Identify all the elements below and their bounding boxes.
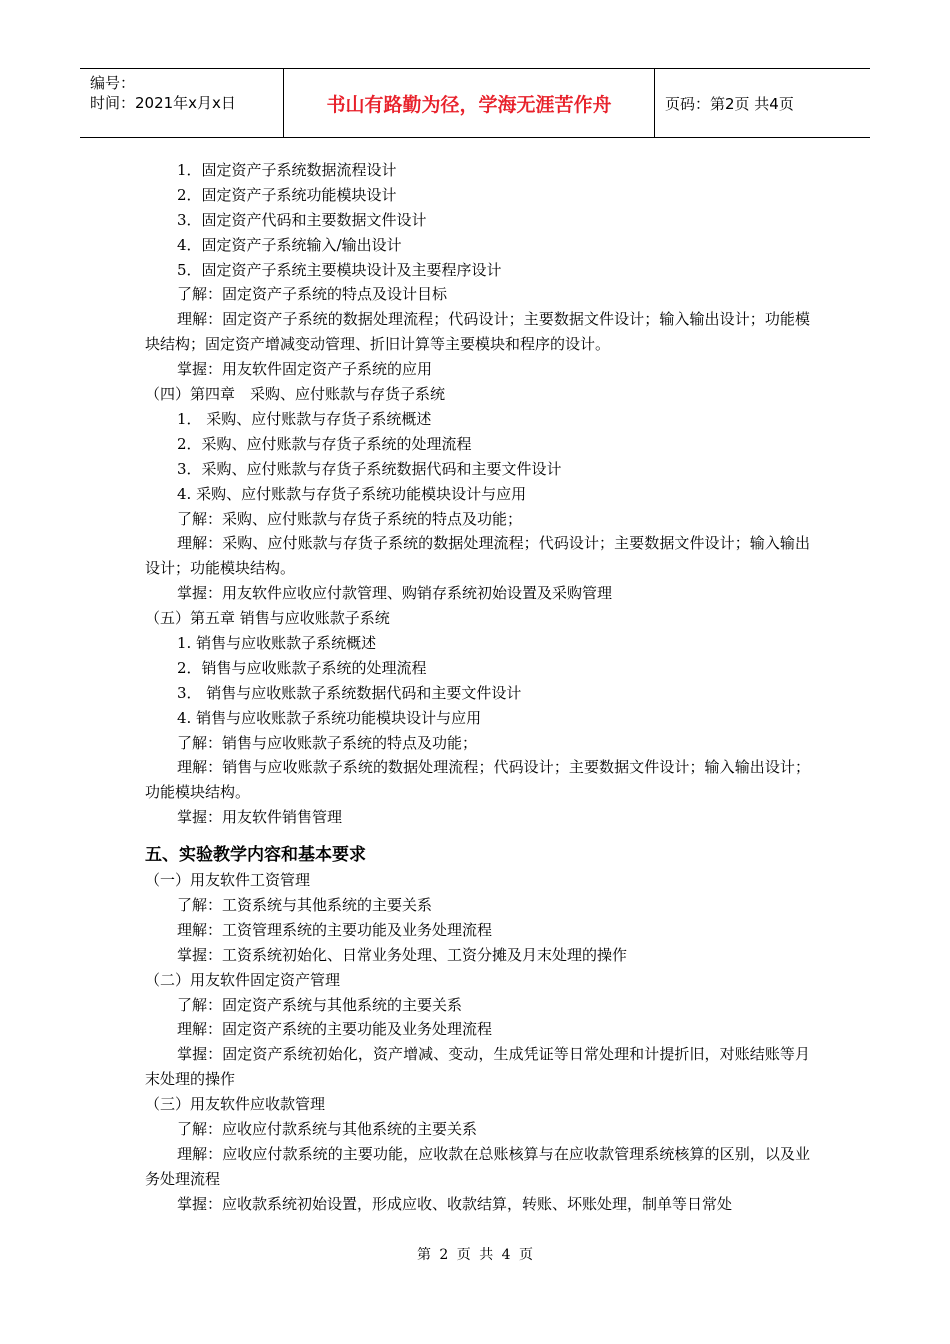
text-line: 了解：应收应付款系统与其他系统的主要关系 xyxy=(177,1120,478,1139)
text-line: （五）第五章 销售与应收账款子系统 xyxy=(145,609,390,628)
document-time-label: 时间：2021年x月x日 xyxy=(90,94,236,112)
text-line: 1． 采购、应付账款与存货子系统概述 xyxy=(177,409,432,428)
page-header xyxy=(80,68,870,138)
paragraph: 理解：固定资产子系统的数据处理流程；代码设计；主要数据文件设计；输入输出设计；功能模块结构；固定资产增减变动管理、折旧计算等主要模块和程序的设计。 xyxy=(145,310,810,354)
text-line: 了解：采购、应付账款与存货子系统的特点及功能； xyxy=(177,509,523,528)
text-line: 掌握：用友软件应收应付款管理、购销存系统初始设置及采购管理 xyxy=(177,584,613,603)
text-line: 2．销售与应收账款子系统的处理流程 xyxy=(177,658,427,677)
text-line: 4. 销售与应收账款子系统功能模块设计与应用 xyxy=(177,708,482,727)
text-line: 3．采购、应付账款与存货子系统数据代码和主要文件设计 xyxy=(177,459,562,478)
text-line: 理解：固定资产系统的主要功能及业务处理流程 xyxy=(177,1020,493,1039)
text-line: 掌握：应收款系统初始设置，形成应收、收款结算，转账、坏账处理，制单等日常处 xyxy=(177,1194,733,1213)
text-line: 3． 销售与应收账款子系统数据代码和主要文件设计 xyxy=(177,683,522,702)
text-line: 1. 销售与应收账款子系统概述 xyxy=(177,633,377,652)
text-line: 3．固定资产代码和主要数据文件设计 xyxy=(177,210,427,229)
text-line: 掌握：用友软件固定资产子系统的应用 xyxy=(177,360,433,379)
text-line: 了解：固定资产系统与其他系统的主要关系 xyxy=(177,995,463,1014)
section-heading: 五、实验教学内容和基本要求 xyxy=(145,845,366,866)
text-line: 了解：销售与应收账款子系统的特点及功能； xyxy=(177,733,478,752)
text-line: 2．固定资产子系统功能模块设计 xyxy=(177,185,397,204)
paragraph: 理解：应收应付款系统的主要功能，应收款在总账核算与在应收款管理系统核算的区别，以及业务处理流程 xyxy=(145,1144,810,1188)
paragraph: 理解：采购、应付账款与存货子系统的数据处理流程；代码设计；主要数据文件设计；输入输出设计；功能模块结构。 xyxy=(145,534,810,578)
text-line: 4. 采购、应付账款与存货子系统功能模块设计与应用 xyxy=(177,484,527,503)
text-line: 了解：工资系统与其他系统的主要关系 xyxy=(177,896,433,915)
text-line: 4．固定资产子系统输入/输出设计 xyxy=(177,235,402,254)
paragraph: 理解：销售与应收账款子系统的数据处理流程；代码设计；主要数据文件设计；输入输出设计；功能模块结构。 xyxy=(145,758,810,802)
page-footer: 第 2 页 共 4 页 xyxy=(416,1247,534,1263)
text-line: 1．固定资产子系统数据流程设计 xyxy=(177,161,397,179)
header-motto: 书山有路勤为径，学海无涯苦作舟 xyxy=(283,69,655,137)
text-line: （四）第四章 采购、应付账款与存货子系统 xyxy=(145,385,446,404)
paragraph: 掌握：固定资产系统初始化，资产增减、变动，生成凭证等日常处理和计提折旧，对账结账等月末处理的操作 xyxy=(145,1045,810,1089)
text-line: 理解：工资管理系统的主要功能及业务处理流程 xyxy=(177,920,493,939)
text-line: 了解：固定资产子系统的特点及设计目标 xyxy=(177,285,448,304)
text-line: 掌握：用友软件销售管理 xyxy=(177,808,343,827)
text-line: （三）用友软件应收款管理 xyxy=(145,1095,326,1114)
document-number-label: 编号： xyxy=(90,74,136,92)
text-line: 5．固定资产子系统主要模块设计及主要程序设计 xyxy=(177,260,502,279)
text-line: 掌握：工资系统初始化、日常业务处理、工资分摊及月末处理的操作 xyxy=(177,945,628,964)
header-page-label: 页码：第2页 共4页 xyxy=(665,94,794,113)
header-meta xyxy=(80,69,283,137)
text-line: 2．采购、应付账款与存货子系统的处理流程 xyxy=(177,434,472,453)
text-line: （二）用友软件固定资产管理 xyxy=(145,970,341,989)
document-body xyxy=(145,158,810,1217)
text-line: （一）用友软件工资管理 xyxy=(145,871,311,890)
